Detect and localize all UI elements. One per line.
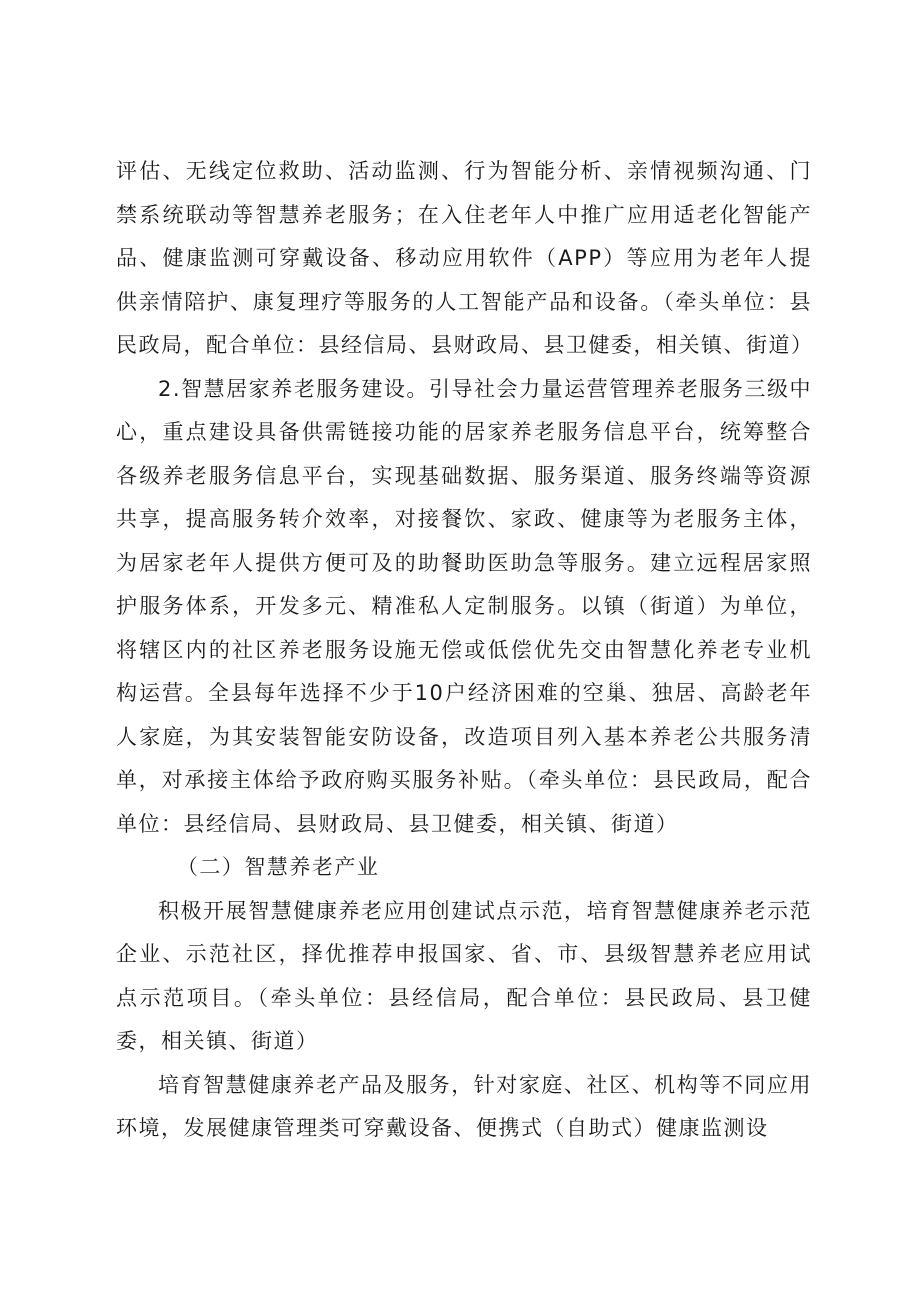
section-heading-smart-elderly-industry: （二）智慧养老产业 bbox=[176, 855, 380, 879]
document-body bbox=[116, 150, 812, 1151]
paragraph-pilot-demonstration: 积极开展智慧健康养老应用创建试点示范，培育智慧健康养老示范企业、示范社区，择优推荐申报国家、省、市、县级智慧养老应用试点示范项目。（牵头单位：县经信局，配合单位：县民政局、县卫健委，相关镇、街道） bbox=[116, 898, 812, 1053]
paragraph-smart-home-care: 2.智慧居家养老服务建设。引导社会力量运营管理养老服务三级中心，重点建设具备供需链接功能的居家养老服务信息平台，统筹整合各级养老服务信息平台，实现基础数据、服务渠道、服务终端等资源共享，提高服务转介效率，对接餐饮、家政、健康等为老服务主体，为居家老年人提供方便可及的助餐助医助急等服务。建立远程居家照护服务体系，开发多元、精准私人定制服务。以镇（街道）为单位，将辖区内的社区养老服务设施无偿或低偿优先交由智慧化养老专业机构运营。全县每年选择不少于10户经济困难的空巢、独居、高龄老年人家庭，为其安装智能安防设备，改造项目列入基本养老公共服务清单，对承接主体给予政府购买服务补贴。（牵头单位：县民政局，配合单位：县经信局、县财政局、县卫健委，相关镇、街道） bbox=[116, 376, 812, 836]
paragraph-continuation: 评估、无线定位救助、活动监测、行为智能分析、亲情视频沟通、门禁系统联动等智慧养老服务；在入住老年人中推广应用适老化智能产品、健康监测可穿戴设备、移动应用软件（APP）等应用为老年人提供亲情陪护、康复理疗等服务的人工智能产品和设备。（牵头单位：县民政局，配合单位：县经信局、县财政局、县卫健委，相关镇、街道） bbox=[116, 159, 814, 357]
paragraph-products-services: 培育智慧健康养老产品及服务，针对家庭、社区、机构等不同应用环境，发展健康管理类可穿戴设备、便携式（自助式）健康监测设 bbox=[116, 1072, 812, 1140]
